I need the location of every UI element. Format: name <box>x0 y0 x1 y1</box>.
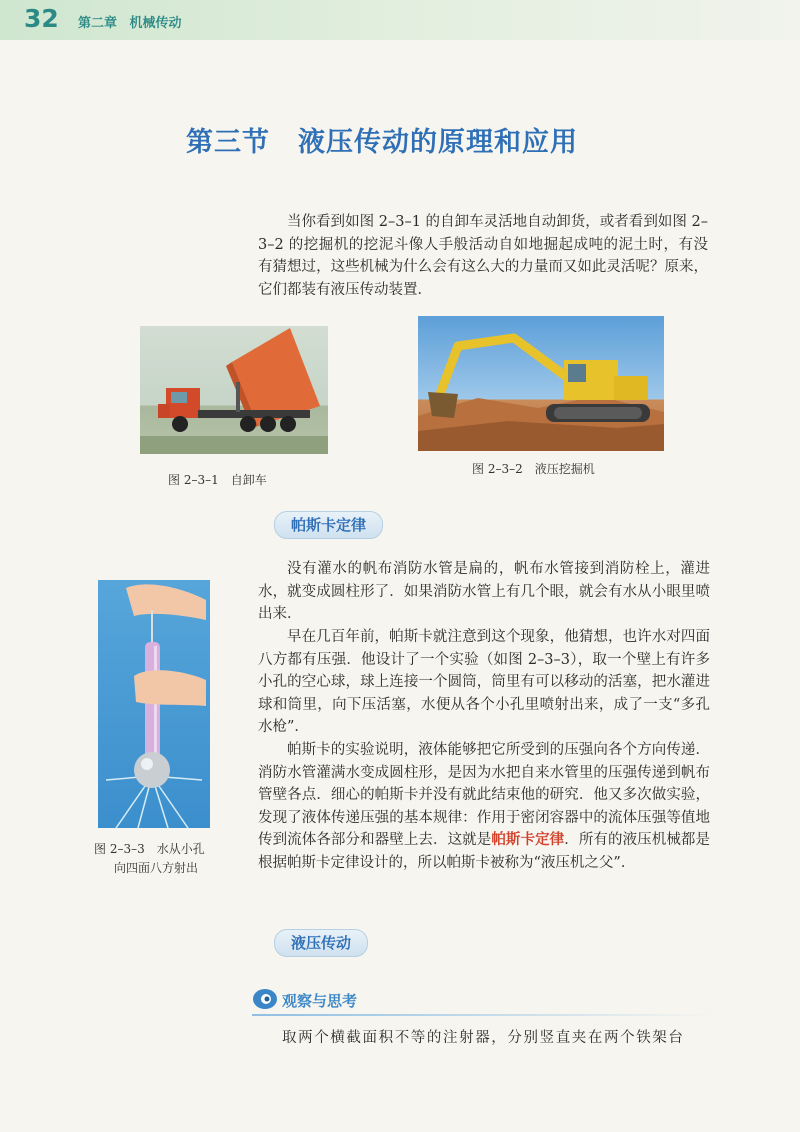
figure-caption: 图 2–3–1 自卸车 <box>168 473 267 487</box>
page-header <box>0 0 800 40</box>
pascal-paragraph-1: 没有灌水的帆布消防水管是扁的，帆布水管接到消防栓上，灌进水，就变成圆柱形了．如果消防水管上有几个眼，就会有水从小眼里喷出来． <box>258 561 710 622</box>
paragraph-text: 帕斯卡的实验说明，液体能够把它所受到的压强向各个方向传递．消防水管灌满水变成圆柱形，是因为水把自来水管里的压强传递到帆布管壁各点．细心的帕斯卡并没有就此结束他的研究．他又多次做实验，发现了液体传递压强的基本规律：作用于密闭容器中的流体压强等值地传到流体各部分和器壁上去．这就是 <box>258 742 710 848</box>
dump-truck-image <box>140 326 328 454</box>
pascal-experiment-image <box>98 580 210 828</box>
figure-caption: 图 2–3–2 液压挖掘机 <box>472 462 595 476</box>
page-number: 32 <box>24 4 59 33</box>
intro-paragraph: 当你看到如图 2–3–1 的自卸车灵活地自动卸货，或者看到如图 2–3–2 的挖掘机的挖泥斗像人手般活动自如地掘起成吨的泥土时，有没有猜想过，这些机械为什么会有这么大的力量而又如此灵活呢？原来，它们都装有液压传动装置． <box>258 214 708 298</box>
chapter-label: 第二章 机械传动 <box>78 16 182 31</box>
excavator-image <box>418 316 664 451</box>
section-title: 第三节 液压传动的原理和应用 <box>186 127 578 158</box>
divider <box>252 1014 712 1016</box>
observe-text: 取两个横截面积不等的注射器，分别竖直夹在两个铁架台 <box>282 1030 685 1046</box>
figure-caption: 图 2–3–3 水从小孔 <box>94 842 205 856</box>
paragraph-text: ．所有的液压机械都是根据帕斯卡定律设计的，所以帕斯卡被称为“液压机之父”． <box>258 832 711 871</box>
figure-caption: 向四面八方射出 <box>114 861 199 875</box>
subheading-pascal-law: 帕斯卡定律 <box>274 511 383 539</box>
pascal-paragraph-2: 早在几百年前，帕斯卡就注意到这个现象，他猜想，也许水对四面八方都有压强．他设计了一个实验（如图 2–3–3），取一个壁上有许多小孔的空心球，球上连接一个圆筒，筒里有可以移动的活塞，把水灌进球和筒里，向下压活塞，水便从各个小孔里喷射出来，成了一支“多孔水枪”． <box>258 629 710 735</box>
eye-icon <box>252 987 278 1011</box>
observe-label: 观察与思考 <box>282 992 358 1010</box>
subheading-hydraulic-transmission: 液压传动 <box>274 929 368 957</box>
pascal-paragraph-3 <box>258 739 710 874</box>
pascal-law-term: 帕斯卡定律 <box>491 831 565 848</box>
